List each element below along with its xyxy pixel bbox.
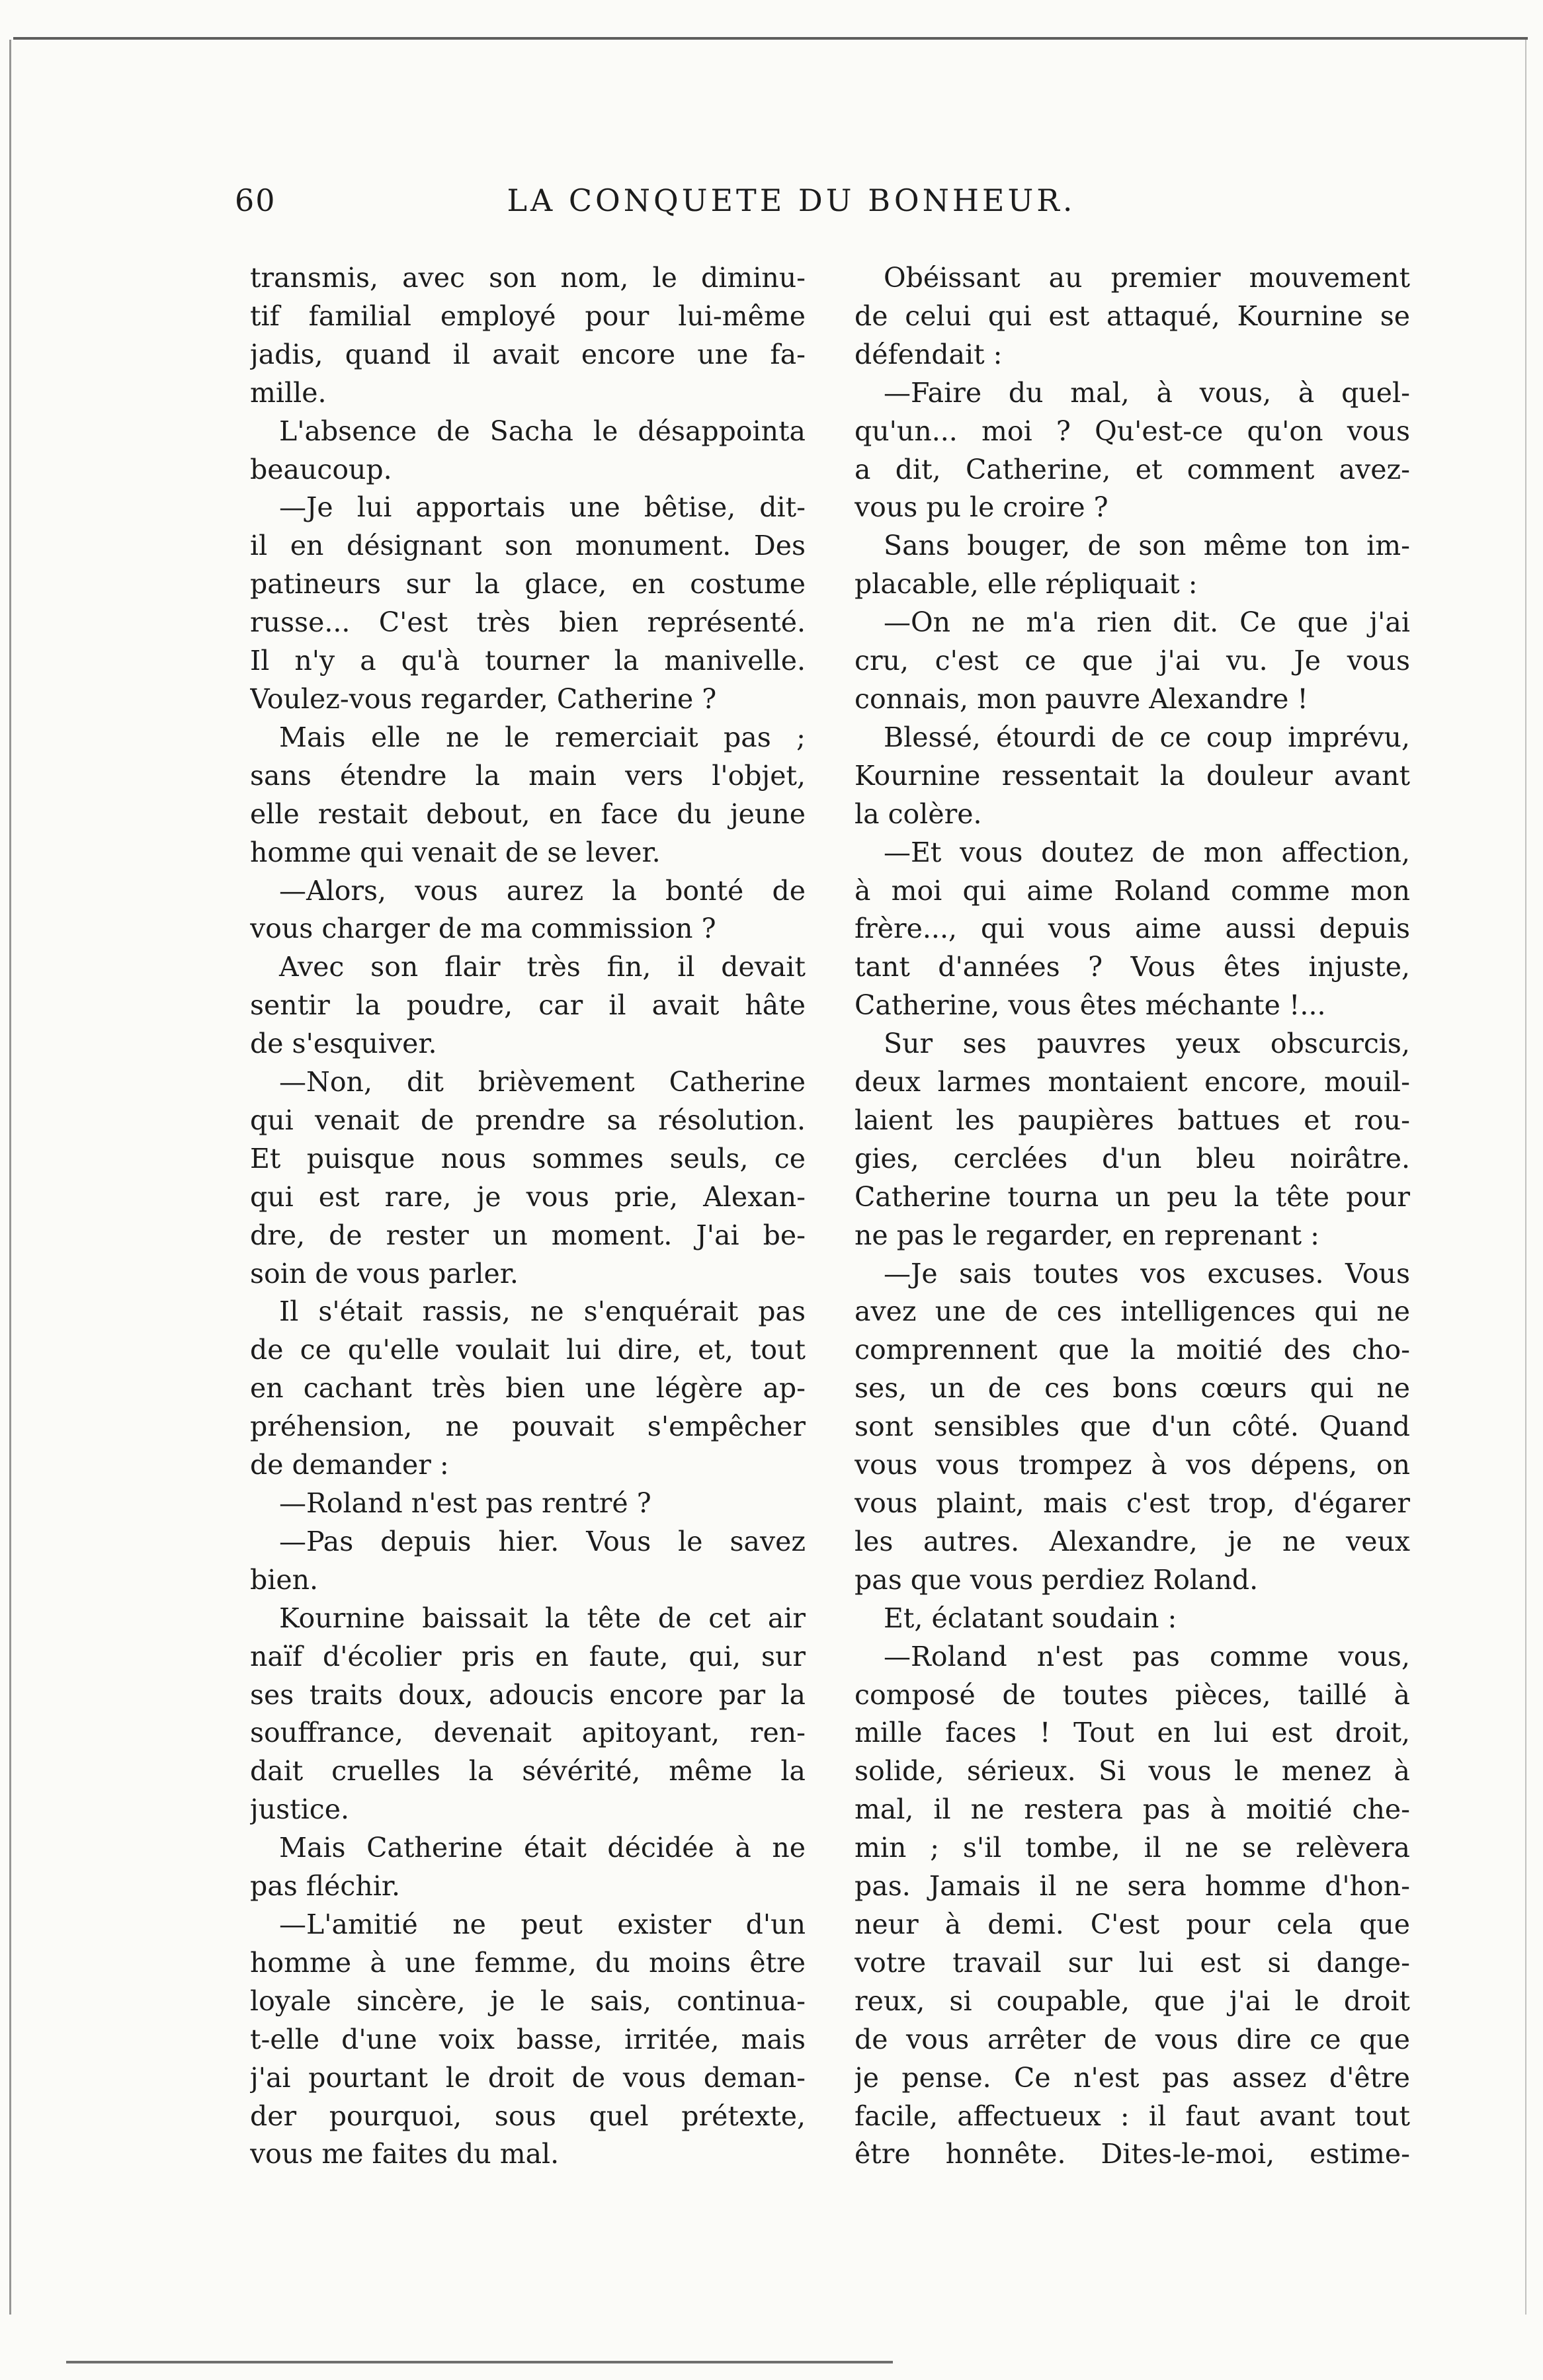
page-header	[0, 183, 1543, 229]
text-line: —Roland n'est pas rentré ?	[279, 1487, 651, 1519]
text-line: de s'esquiver.	[250, 1028, 437, 1060]
text-line: —Pas depuis hier. Vous le savez	[279, 1525, 806, 1557]
text-line: —Et vous doutez de mon affection,	[884, 836, 1410, 868]
text-line: der pourquoi, sous quel prétexte,	[250, 2100, 806, 2132]
text-line: sont sensibles que d'un côté. Quand	[855, 1411, 1410, 1443]
text-line: Obéissant au premier mouvement	[884, 262, 1410, 294]
text-line: deux larmes montaient encore, mouil-	[855, 1066, 1410, 1098]
text-line: —Alors, vous aurez la bonté de	[279, 874, 806, 907]
text-line: Blessé, étourdi de ce coup imprévu,	[884, 721, 1410, 753]
text-line: —Je lui apportais une bêtise, dit-	[279, 491, 806, 524]
text-line: sentir la poudre, car il avait hâte	[250, 989, 806, 1022]
text-line: Catherine, vous êtes méchante !...	[855, 989, 1326, 1022]
text-line: de ce qu'elle voulait lui dire, et, tout	[250, 1334, 806, 1366]
text-line: sans étendre la main vers l'objet,	[250, 759, 806, 792]
text-line: défendait :	[855, 338, 1003, 370]
text-line: cru, c'est ce que j'ai vu. Je vous	[855, 645, 1410, 677]
text-line: Sur ses pauvres yeux obscurcis,	[884, 1028, 1410, 1060]
text-line: à moi qui aime Roland comme mon	[855, 874, 1410, 907]
text-line: qu'un... moi ? Qu'est-ce qu'on vous	[855, 415, 1410, 447]
text-line: de demander :	[250, 1449, 449, 1481]
text-line: de celui qui est attaqué, Kournine se	[855, 300, 1410, 332]
text-line: t-elle d'une voix basse, irritée, mais	[250, 2023, 806, 2055]
text-line: Sans bouger, de son même ton im-	[884, 530, 1410, 562]
text-line: ses traits doux, adoucis encore par la	[250, 1678, 806, 1711]
text-line: gies, cerclées d'un bleu noirâtre.	[855, 1142, 1410, 1174]
text-line: vous vous trompez à vos dépens, on	[855, 1449, 1410, 1481]
page-number: 60	[235, 183, 276, 218]
text-line: pas. Jamais il ne sera homme d'hon-	[855, 1870, 1410, 1903]
page-frame-top	[13, 37, 1528, 40]
text-line: neur à demi. C'est pour cela que	[855, 1908, 1410, 1940]
text-line: a dit, Catherine, et comment avez-	[855, 453, 1410, 485]
text-line: je pense. Ce n'est pas assez d'être	[855, 2061, 1410, 2094]
text-line: frère..., qui vous aime aussi depuis	[855, 913, 1410, 945]
text-line: Kournine baissait la tête de cet air	[279, 1602, 806, 1634]
text-line: justice.	[250, 1793, 350, 1826]
text-line: Et puisque nous sommes seuls, ce	[250, 1142, 806, 1174]
text-line: Il n'y a qu'à tourner la manivelle.	[250, 645, 806, 677]
text-line: Kournine ressentait la douleur avant	[855, 759, 1410, 792]
text-line: Mais elle ne le remerciait pas ;	[279, 721, 806, 753]
text-line: —Non, dit brièvement Catherine	[279, 1066, 806, 1098]
right-column	[855, 259, 1410, 2174]
text-line: Et, éclatant soudain :	[884, 1602, 1177, 1634]
text-line: avez une de ces intelligences qui ne	[855, 1295, 1410, 1328]
text-line: ne pas le regarder, en reprenant :	[855, 1219, 1319, 1251]
text-line: dre, de rester un moment. J'ai be-	[250, 1219, 806, 1251]
text-line: connais, mon pauvre Alexandre !	[855, 682, 1308, 715]
text-line: solide, sérieux. Si vous le menez à	[855, 1755, 1410, 1787]
text-line: tant d'années ? Vous êtes injuste,	[855, 951, 1410, 983]
page-frame-left	[9, 40, 11, 2315]
text-line: homme qui venait de se lever.	[250, 836, 661, 868]
text-line: vous pu le croire ?	[855, 491, 1108, 524]
text-line: mille faces ! Tout en lui est droit,	[855, 1717, 1410, 1749]
text-line: facile, affectueux : il faut avant tout	[855, 2100, 1410, 2132]
text-line: placable, elle répliquait :	[855, 568, 1198, 600]
text-line: transmis, avec son nom, le diminu-	[250, 262, 806, 294]
text-line: —Roland n'est pas comme vous,	[884, 1640, 1410, 1672]
text-line: reux, si coupable, que j'ai le droit	[855, 1985, 1410, 2017]
text-line: pas fléchir.	[250, 1870, 400, 1903]
text-line: j'ai pourtant le droit de vous deman-	[250, 2061, 806, 2094]
text-line: —L'amitié ne peut exister d'un	[279, 1908, 806, 1940]
text-line: vous charger de ma commission ?	[250, 913, 716, 945]
text-line: loyale sincère, je le sais, continua-	[250, 1985, 806, 2017]
text-line: comprennent que la moitié des cho-	[855, 1334, 1410, 1366]
text-line: Catherine tourna un peu la tête pour	[855, 1180, 1410, 1213]
text-line: de vous arrêter de vous dire ce que	[855, 2023, 1410, 2055]
page-frame-bottom	[66, 2361, 893, 2363]
text-line: dait cruelles la sévérité, même la	[250, 1755, 806, 1787]
text-line: préhension, ne pouvait s'empêcher	[250, 1411, 806, 1443]
text-line: Mais Catherine était décidée à ne	[279, 1832, 806, 1864]
text-line: tif familial employé pour lui-même	[250, 300, 806, 332]
text-line: les autres. Alexandre, je ne veux	[855, 1525, 1410, 1557]
text-line: être honnête. Dites-le-moi, estime-	[855, 2138, 1410, 2170]
text-line: composé de toutes pièces, taillé à	[855, 1678, 1410, 1711]
text-line: en cachant très bien une légère ap-	[250, 1372, 806, 1405]
text-line: qui est rare, je vous prie, Alexan-	[250, 1180, 806, 1213]
text-line: bien.	[250, 1563, 319, 1596]
page-frame-right	[1525, 40, 1526, 2315]
text-line: patineurs sur la glace, en costume	[250, 568, 806, 600]
text-line: Il s'était rassis, ne s'enquérait pas	[279, 1295, 806, 1328]
text-line: Avec son flair très fin, il devait	[279, 951, 806, 983]
text-line: votre travail sur lui est si dange-	[855, 1946, 1410, 1979]
text-line: min ; s'il tombe, il ne se relèvera	[855, 1832, 1410, 1864]
text-line: soin de vous parler.	[250, 1257, 519, 1290]
text-line: —On ne m'a rien dit. Ce que j'ai	[884, 606, 1410, 639]
text-line: ses, un de ces bons cœurs qui ne	[855, 1372, 1410, 1405]
text-line: souffrance, devenait apitoyant, ren-	[250, 1717, 806, 1749]
text-line: mille.	[250, 376, 327, 409]
text-line: il en désignant son monument. Des	[250, 530, 806, 562]
text-line: —Je sais toutes vos excuses. Vous	[884, 1257, 1410, 1290]
text-line: vous plaint, mais c'est trop, d'égarer	[855, 1487, 1410, 1519]
text-line: russe... C'est très bien représenté.	[250, 606, 806, 639]
left-column	[250, 259, 806, 2174]
text-line: la colère.	[855, 798, 982, 830]
text-line: L'absence de Sacha le désappointa	[279, 415, 806, 447]
text-line: —Faire du mal, à vous, à quel-	[884, 376, 1410, 409]
text-line: beaucoup.	[250, 453, 392, 485]
text-line: jadis, quand il avait encore une fa-	[250, 338, 806, 370]
text-line: qui venait de prendre sa résolution.	[250, 1104, 806, 1136]
text-line: pas que vous perdiez Roland.	[855, 1563, 1259, 1596]
text-line: vous me faites du mal.	[250, 2138, 560, 2170]
running-title: LA CONQUETE DU BONHEUR.	[507, 183, 1076, 218]
text-line: laient les paupières battues et rou-	[855, 1104, 1410, 1136]
text-line: elle restait debout, en face du jeune	[250, 798, 806, 830]
text-line: Voulez-vous regarder, Catherine ?	[250, 682, 717, 715]
text-line: homme à une femme, du moins être	[250, 1946, 806, 1979]
text-line: mal, il ne restera pas à moitié che-	[855, 1793, 1410, 1826]
text-line: naïf d'écolier pris en faute, qui, sur	[250, 1640, 806, 1672]
